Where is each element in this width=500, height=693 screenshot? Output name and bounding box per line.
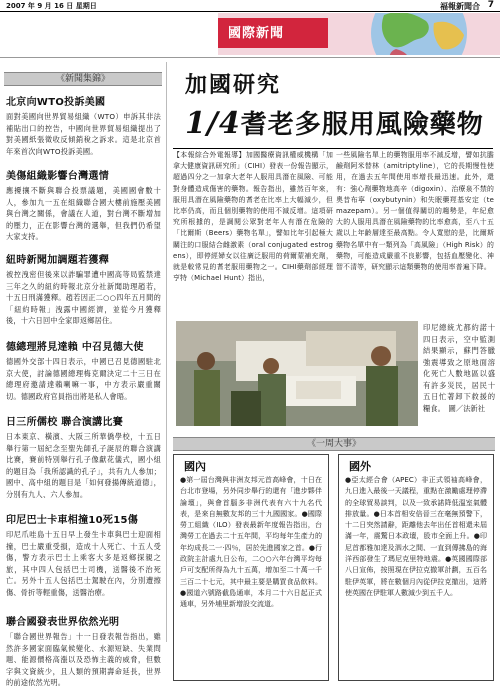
brief-body: 德國外交部十四日表示，中國已召見德國駐北京大使，討論德國總理梅克爾決定二十三日在總理府邀請達賴喇嘛一事，中方表示嚴重關切。德國政府官員指出將是私人會晤。 bbox=[6, 357, 161, 401]
brief-body: 日本東京、橫濱、大阪三所華僑學校，十五日舉行第一屆紀念至聖先師孔子誕辰的聯合演講比賽，賽前特別舉行孔子像獻花儀式，國小組的題目為「我所認識的孔子」，共有九人參加；國中、高中組的題目是「如何發揚傳統道德」，分別有九人、六人參加。 bbox=[6, 432, 161, 499]
column-divider bbox=[166, 62, 167, 642]
week-header-bar bbox=[173, 437, 495, 451]
week-header: 《一周大事》 bbox=[306, 439, 361, 449]
publication-name: 福報新聞合 bbox=[440, 2, 480, 11]
brief-article bbox=[6, 170, 161, 243]
news-photo bbox=[176, 321, 418, 426]
brief-article bbox=[6, 514, 161, 598]
brief-title: 北京向WTO投訴美國 bbox=[6, 97, 106, 108]
brief-article bbox=[6, 254, 161, 327]
top-rule bbox=[0, 11, 500, 12]
section-banner bbox=[218, 13, 500, 55]
article-column-1: 【本報綜合外電報導】加國醫療資訊權威機構「加拿大健康資訊研究所」（CIHI）發表一份報告顯示，超過四分之一加拿大老年人服用具潛在風險、可能對身體造成傷害的藥物。報告指出，雖然百年來，服用具潛在風險藥物的耆老在比率上大幅減少，但比率仍高，而且個別藥物的使用不減反增。這項研究所根據的，是調閱公眾對老年人有潛在危險的「比爾斯（Beers）藥物名單」，譬如比年引起極大關注的口服結合雌激素（oral conjugated estrogens），即停經婦女以往廣泛服用的荷爾蒙補充劑，就是較常見的耆老服用藥物之一。CIHI藥劑部經理亨特（Michael Hunt）指出， bbox=[173, 151, 333, 283]
domestic-body: ●第一屆台灣與非洲友邦元首高峰會，十日在台北市登場，另外同步舉行的還有「進步夥伴論壇」，與會首腦多非洲代表有六十九名代表，是來自無數友邦的三十九國國家。●國際勞工組織（ILO）發表最新年度報告指出，台灣勞工在過去二十五年間，平均每年生產力的年均成長二一·四％，居於先進國家之首。●行政院主計處九日公布，二○○六年台灣平均每戶可支配所得為九十五萬，增加至二十萬一千三百二十七元，其中最主要是購買食品飲料。●國道六號路截島通車，本月二十六日起正式通車，另外埔里新增設交流道。 bbox=[180, 476, 322, 609]
brief-title: 德總理將見達賴 中召見德大使 bbox=[6, 342, 144, 353]
article-column-2: 一些風險名單上的藥物服用率不減反增，譬如抗膽鹼劑阿米替林（amitriptyline），它的長期慢性使用，在過去五年間使用率增長最迅速。此外，還有：強心劑藥物地高辛（digoxin）、治療泉不禁的奧昔布寧（oxybutynin）和失眠藥羥基安定（temazepam）。另一個值得關切的趨勢是，年紀愈大的人服用具潛在風險藥物的比率愈高，至八十五歲以上年齡層達至最高點。令人寬慰的是，比爾斯藥物名單中有一類列為「高風險」（High Risk）的藥物，可能造成嚴重不良影響，包括血壓變化、神智不清等，研究顯示這類藥物的使用率普遍下降。 bbox=[336, 151, 494, 272]
brief-title: 聯合國發表世界依然光明 bbox=[6, 617, 120, 628]
news-briefs-column bbox=[4, 66, 162, 691]
headline-text: 耆老多服用風險藥物 bbox=[240, 110, 484, 140]
brief-article bbox=[6, 341, 161, 402]
foreign-box bbox=[338, 454, 494, 681]
headline-line1: 加國研究 bbox=[185, 72, 282, 98]
brief-title: 美傷組織影響台灣選情 bbox=[6, 171, 109, 182]
brief-article bbox=[6, 96, 161, 157]
domestic-heading: 國內 bbox=[184, 460, 206, 473]
photo-caption: 印尼總統尤都約諾十四日表示，空中監測結果顯示，蘇門答臘強震導致之原地面溶化死亡人數地區以盛有許多災民，居民十五日忙著卸下救援的糧食。 圖／法新社 bbox=[423, 323, 495, 413]
issue-date: 2007 年 9 月 16 日 星期日 bbox=[6, 2, 97, 10]
brief-body: 應擾攘不斷與聯合投票議題，美國國會數十人，參加九一五在組織聯合國大樓前施壓美國與台灣之關係，會議在人道，對台灣不斷增加的壓力，正在影響台灣的選舉，但我們仍希望大家支持。 bbox=[6, 186, 161, 241]
brief-body: 面對美國向世界貿易組織（WTO）申訴其非法補貼出口的控告，中國向世界貿易組織提出了對美國紙張徵收反傾銷稅之訴求。這是北京首年來首次向WTO投訴美國。 bbox=[6, 112, 161, 156]
page-number: 7 bbox=[487, 0, 494, 10]
brief-body: 印尼爪哇島十五日早上發生卡車與巴士迎面相撞，巴士嚴重受損，造成十人死亡、十五人受傷，警方表示巴士上乘客大多是返鄉探親之旅，其中四人包括巴士司機，送醫後不治死亡。另外十五人包括巴士駕駛在內，分別遭擦傷、骨折等輕重傷，送醫治療。 bbox=[6, 530, 161, 597]
brief-body: 被控洩密但後來以詐騙罪遭中國高等局監禁達三年之久的紐約時報北京分社新聞助理趙若，十五日刑滿獲釋。趙若因正二○○四年五月間的「紐約時報」洩露中國經濟，並從今月獲釋後，十六日回中全家即返鄉居住。 bbox=[6, 270, 161, 325]
domestic-box bbox=[173, 454, 329, 681]
header-divider bbox=[0, 57, 500, 58]
brief-title: 日三所儒校 聯合演講比賽 bbox=[6, 417, 124, 428]
briefs-header: 《新聞集錦》 bbox=[55, 74, 110, 84]
brief-body: 「聯合國世界報告」十一日發表報告指出，雖然許多國家面臨氣候變化、水源短缺、失業問題、能源價格高漲以及恐怖主義的威脅，但數字與文資統少，且人類的預期壽命延長，世界的前途依然光明。 bbox=[6, 632, 161, 687]
globe-graphic bbox=[334, 13, 494, 55]
foreign-heading: 國外 bbox=[349, 460, 371, 473]
briefs-header-bar bbox=[4, 72, 162, 86]
section-title: 國際新聞 bbox=[228, 26, 285, 41]
brief-article bbox=[6, 416, 161, 500]
brief-title: 印尼巴士卡車相撞10死15傷 bbox=[6, 515, 139, 526]
relief-scene-image bbox=[176, 321, 418, 426]
headline-fraction: 1/4 bbox=[185, 106, 241, 141]
headline-rule bbox=[173, 148, 493, 149]
brief-article bbox=[6, 616, 161, 689]
brief-title: 紐時新聞加調題若獲釋 bbox=[6, 255, 109, 266]
headline-line2 bbox=[185, 104, 484, 141]
foreign-body: ●亞太經合會（APEC）非正式領袖高峰會，九日進入最後一天議程，重點在激勵處理停滯的全球貿易談判，以及一致承諾降低溫室氣體排放量。●日本首相安倍晉三在毫無預警下，十二日突然請辭，距離他去年出任首相還未屆滿一年，震驚日本政壇，股市全面上升。●印尼首都雅加達及泗水之間、一直到傳拂島的海洋西部發生了瑪尼克里特地震。●英國國際部八日宣佈，按照現在伊拉克撤軍計劃，五百名駐伊英軍，將在數個月內從伊拉克撤出，這將使英國在伊駐軍人數減少到五千人。 bbox=[345, 476, 487, 597]
